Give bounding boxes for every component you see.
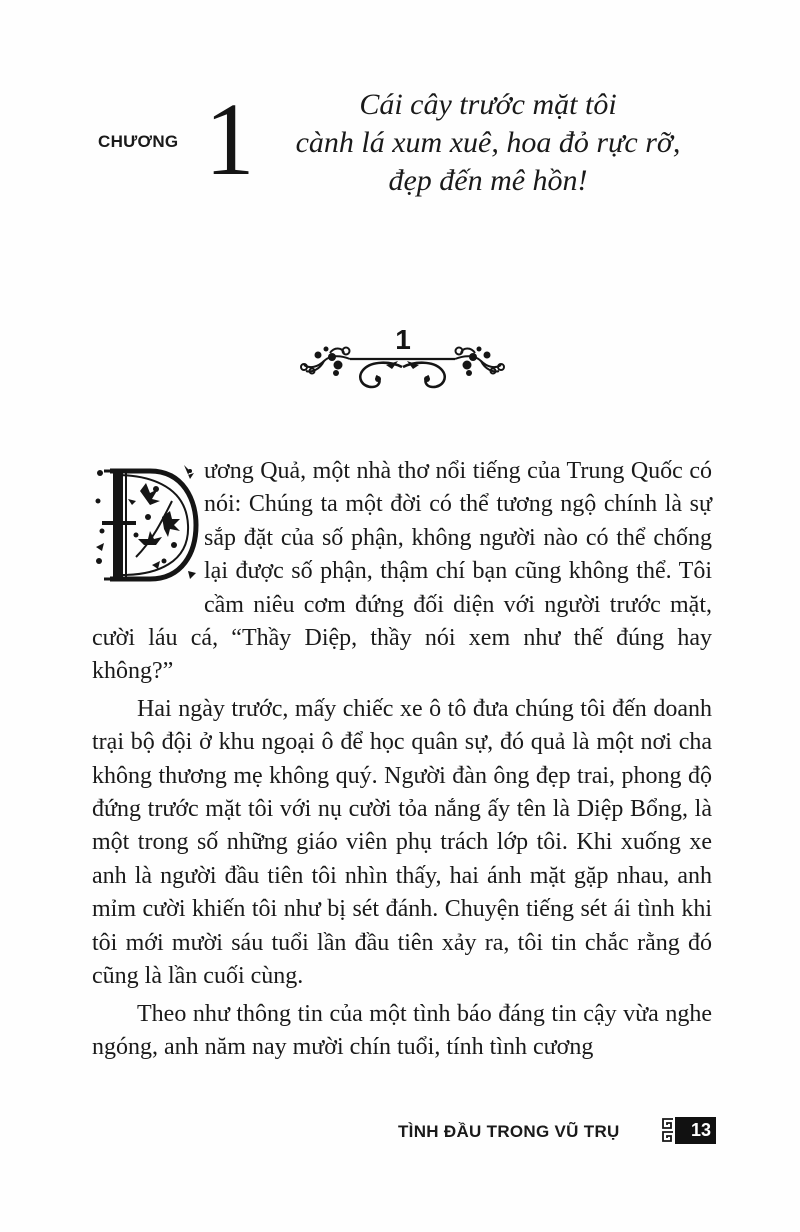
page-number: 13 — [675, 1117, 716, 1144]
paragraph-text: ương Quả, một nhà thơ nổi tiếng của Trung Quốc có nói: Chúng ta một đời có thể tương ngộ chính là sự sắp đặt của số phận, không người nào có thể chống lại được số phận, thậm chí bạn cũng không thể. Tôi cầm niêu cơm đứng đối diện với người trước mặt, cười láu cá, “Thầy Diệp, thầy nói xem như thế đúng hay không?” — [92, 458, 712, 685]
chapter-number: 1 — [205, 82, 255, 197]
running-footer-book-title: TÌNH ĐẦU TRONG VŨ TRỤ — [398, 1122, 620, 1141]
dropcap — [92, 461, 200, 589]
chapter-label: CHƯƠNG — [98, 132, 179, 151]
page-number-badge — [661, 1117, 716, 1144]
chapter-title — [258, 86, 718, 200]
chapter-title-line: đẹp đến mê hồn! — [388, 164, 588, 197]
illuminated-letter-d-icon — [92, 461, 200, 589]
section-heading — [290, 325, 515, 400]
section-number: 1 — [395, 324, 411, 355]
paragraph: Hai ngày trước, mấy chiếc xe ô tô đưa chúng tôi đến doanh trại bộ đội ở khu ngoại ô để học quân sự, đó quả là một nơi cha không thương mẹ không quý. Người đàn ông đẹp trai, phong độ đứng trước mặt tôi với nụ cười tỏa nắng ấy tên là Diệp Bổng, là một trong số những giáo viên phụ trách lớp tôi. Khi xuống xe anh là người đầu tiên tôi nhìn thấy, hai ánh mặt gặp nhau, anh mỉm cười khiến tôi như bị sét đánh. Chuyện tiếng sét ái tình khi tôi mới mười sáu tuổi lần đầu tiên xảy ra, tôi tin chắc rằng đó cũng là lần cuối cùng. — [92, 695, 712, 990]
chapter-body — [92, 455, 712, 1068]
paragraph: Theo như thông tin của một tình báo đáng tin cậy vừa nghe ngóng, anh năm nay mười chín tuổi, tính tình cương — [92, 1000, 712, 1060]
chapter-title-line: Cái cây trước mặt tôi — [359, 88, 617, 121]
paragraph — [92, 455, 712, 689]
chapter-title-line: cành lá xum xuê, hoa đỏ rực rỡ, — [295, 126, 681, 159]
greek-key-icon — [661, 1117, 675, 1144]
